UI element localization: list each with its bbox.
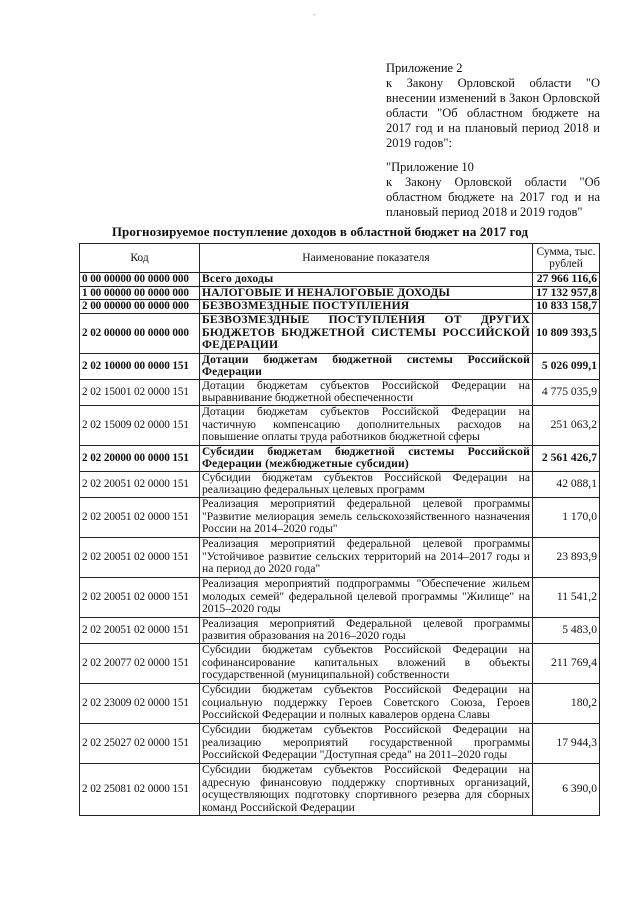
table-row bbox=[80, 445, 600, 471]
code-cell: 2 02 23009 02 0000 151 bbox=[80, 683, 200, 723]
code-cell: 2 02 25027 02 0000 151 bbox=[80, 723, 200, 763]
code-cell: 2 02 20051 02 0000 151 bbox=[80, 577, 200, 617]
code-cell: 2 02 20051 02 0000 151 bbox=[80, 497, 200, 537]
table-row bbox=[80, 723, 600, 763]
table-row bbox=[80, 537, 600, 577]
header-name: Наименование показателя bbox=[200, 244, 533, 273]
revenue-table bbox=[79, 243, 600, 816]
sum-cell: 2 561 426,7 bbox=[533, 445, 600, 471]
sum-cell: 17 132 957,8 bbox=[533, 286, 600, 300]
name-cell: Субсидии бюджетам субъектов Российской Федерации на реализацию федеральных целевых программ bbox=[200, 471, 533, 497]
table-row bbox=[80, 313, 600, 353]
name-cell: Реализация мероприятий федеральной целевой программы "Устойчивое развитие сельских территорий на 2014–2017 годы и на период до 2020 года" bbox=[200, 537, 533, 577]
name-cell: Реализация мероприятий федеральной целевой программы "Развитие мелиорация земель сельскохозяйственного назначения России на 2014–2020 годы" bbox=[200, 497, 533, 537]
name-cell: Субсидии бюджетам субъектов Российской Федерации на социальную поддержку Героев Советского Союза, Героев Российской Федерации и полных кавалеров ордена Славы bbox=[200, 683, 533, 723]
table-row bbox=[80, 643, 600, 683]
appendix-10-header bbox=[386, 160, 600, 220]
header-code: Код bbox=[80, 244, 200, 273]
name-cell: Субсидии бюджетам субъектов Российской Федерации на софинансирование капитальных вложений в объекты государственной (муниципальной) собственности bbox=[200, 643, 533, 683]
table-row bbox=[80, 617, 600, 643]
appendix-2-label: Приложение 2 bbox=[386, 61, 463, 75]
table-row bbox=[80, 763, 600, 815]
sum-cell: 17 944,3 bbox=[533, 723, 600, 763]
table-row bbox=[80, 471, 600, 497]
code-cell: 2 02 20077 02 0000 151 bbox=[80, 643, 200, 683]
name-cell: Дотации бюджетам субъектов Российской Федерации на частичную компенсацию дополнительных расходов на повышение оплаты труда работников бюджетной сферы bbox=[200, 405, 533, 445]
sum-cell: 5 026 099,1 bbox=[533, 353, 600, 379]
code-cell: 2 02 20000 00 0000 151 bbox=[80, 445, 200, 471]
name-cell: Субсидии бюджетам субъектов Российской Федерации на реализацию мероприятий государственной программы Российской Федерации "Доступная среда" на 2011–2020 годы bbox=[200, 723, 533, 763]
sum-cell: 11 541,2 bbox=[533, 577, 600, 617]
name-cell: БЕЗВОЗМЕЗДНЫЕ ПОСТУПЛЕНИЯ ОТ ДРУГИХ БЮДЖЕТОВ БЮДЖЕТНОЙ СИСТЕМЫ РОССИЙСКОЙ ФЕДЕРАЦИИ bbox=[200, 313, 533, 353]
name-cell: Субсидии бюджетам бюджетной системы Российской Федерации (межбюджетные субсидии) bbox=[200, 445, 533, 471]
sum-cell: 211 769,4 bbox=[533, 643, 600, 683]
sum-cell: 1 170,0 bbox=[533, 497, 600, 537]
table-body bbox=[80, 273, 600, 816]
sum-cell: 4 775 035,9 bbox=[533, 379, 600, 405]
table-row bbox=[80, 577, 600, 617]
sum-cell: 27 966 116,6 bbox=[533, 273, 600, 287]
appendix-10-text: к Закону Орловской области "Об областном бюджете на 2017 год и на плановый период 2018 и 2019 годов" bbox=[386, 175, 600, 219]
code-cell: 2 02 00000 00 0000 000 bbox=[80, 313, 200, 353]
code-cell: 2 02 20051 02 0000 151 bbox=[80, 617, 200, 643]
appendix-2-header bbox=[386, 61, 600, 151]
table-row bbox=[80, 273, 600, 287]
table-header-row bbox=[80, 244, 600, 273]
page-mark: - bbox=[313, 10, 316, 19]
code-cell: 0 00 00000 00 0000 000 bbox=[80, 273, 200, 287]
code-cell: 2 02 20051 02 0000 151 bbox=[80, 471, 200, 497]
name-cell: Дотации бюджетам бюджетной системы Российской Федерации bbox=[200, 353, 533, 379]
table-row bbox=[80, 379, 600, 405]
table-row bbox=[80, 353, 600, 379]
sum-cell: 6 390,0 bbox=[533, 763, 600, 815]
name-cell: Субсидии бюджетам субъектов Российской Федерации на адресную финансовую поддержку спортивных организаций, осуществляющих подготовку спортивного резерва для сборных команд Российской Федерации bbox=[200, 763, 533, 815]
sum-cell: 42 088,1 bbox=[533, 471, 600, 497]
sum-cell: 251 063,2 bbox=[533, 405, 600, 445]
name-cell: НАЛОГОВЫЕ И НЕНАЛОГОВЫЕ ДОХОДЫ bbox=[200, 286, 533, 300]
code-cell: 1 00 00000 00 0000 000 bbox=[80, 286, 200, 300]
header-sum: Сумма, тыс. рублей bbox=[533, 244, 600, 273]
table-row bbox=[80, 300, 600, 314]
sum-cell: 10 809 393,5 bbox=[533, 313, 600, 353]
appendix-2-text: к Закону Орловской области "О внесении изменений в Закон Орловской области "Об областном бюджете на 2017 год и на плановый период 2018 и 2019 годов": bbox=[386, 76, 600, 150]
name-cell: Дотации бюджетам субъектов Российской Федерации на выравнивание бюджетной обеспеченности bbox=[200, 379, 533, 405]
sum-cell: 23 893,9 bbox=[533, 537, 600, 577]
code-cell: 2 02 20051 02 0000 151 bbox=[80, 537, 200, 577]
table-row bbox=[80, 286, 600, 300]
name-cell: Реализация мероприятий подпрограммы "Обеспечение жильем молодых семей" федеральной целевой программы "Жилище" на 2015–2020 годы bbox=[200, 577, 533, 617]
appendix-10-label: "Приложение 10 bbox=[386, 160, 474, 174]
code-cell: 2 02 25081 02 0000 151 bbox=[80, 763, 200, 815]
name-cell: Реализация мероприятий Федеральной целевой программы развития образования на 2016–2020 годы bbox=[200, 617, 533, 643]
table-row bbox=[80, 405, 600, 445]
name-cell: БЕЗВОЗМЕЗДНЫЕ ПОСТУПЛЕНИЯ bbox=[200, 300, 533, 314]
document-title: Прогнозируемое поступление доходов в областной бюджет на 2017 год bbox=[111, 224, 529, 239]
code-cell: 2 02 15009 02 0000 151 bbox=[80, 405, 200, 445]
name-cell: Всего доходы bbox=[200, 273, 533, 287]
code-cell: 2 02 15001 02 0000 151 bbox=[80, 379, 200, 405]
sum-cell: 5 483,0 bbox=[533, 617, 600, 643]
sum-cell: 180,2 bbox=[533, 683, 600, 723]
table-row bbox=[80, 683, 600, 723]
sum-cell: 10 833 158,7 bbox=[533, 300, 600, 314]
table-row bbox=[80, 497, 600, 537]
code-cell: 2 02 10000 00 0000 151 bbox=[80, 353, 200, 379]
code-cell: 2 00 00000 00 0000 000 bbox=[80, 300, 200, 314]
